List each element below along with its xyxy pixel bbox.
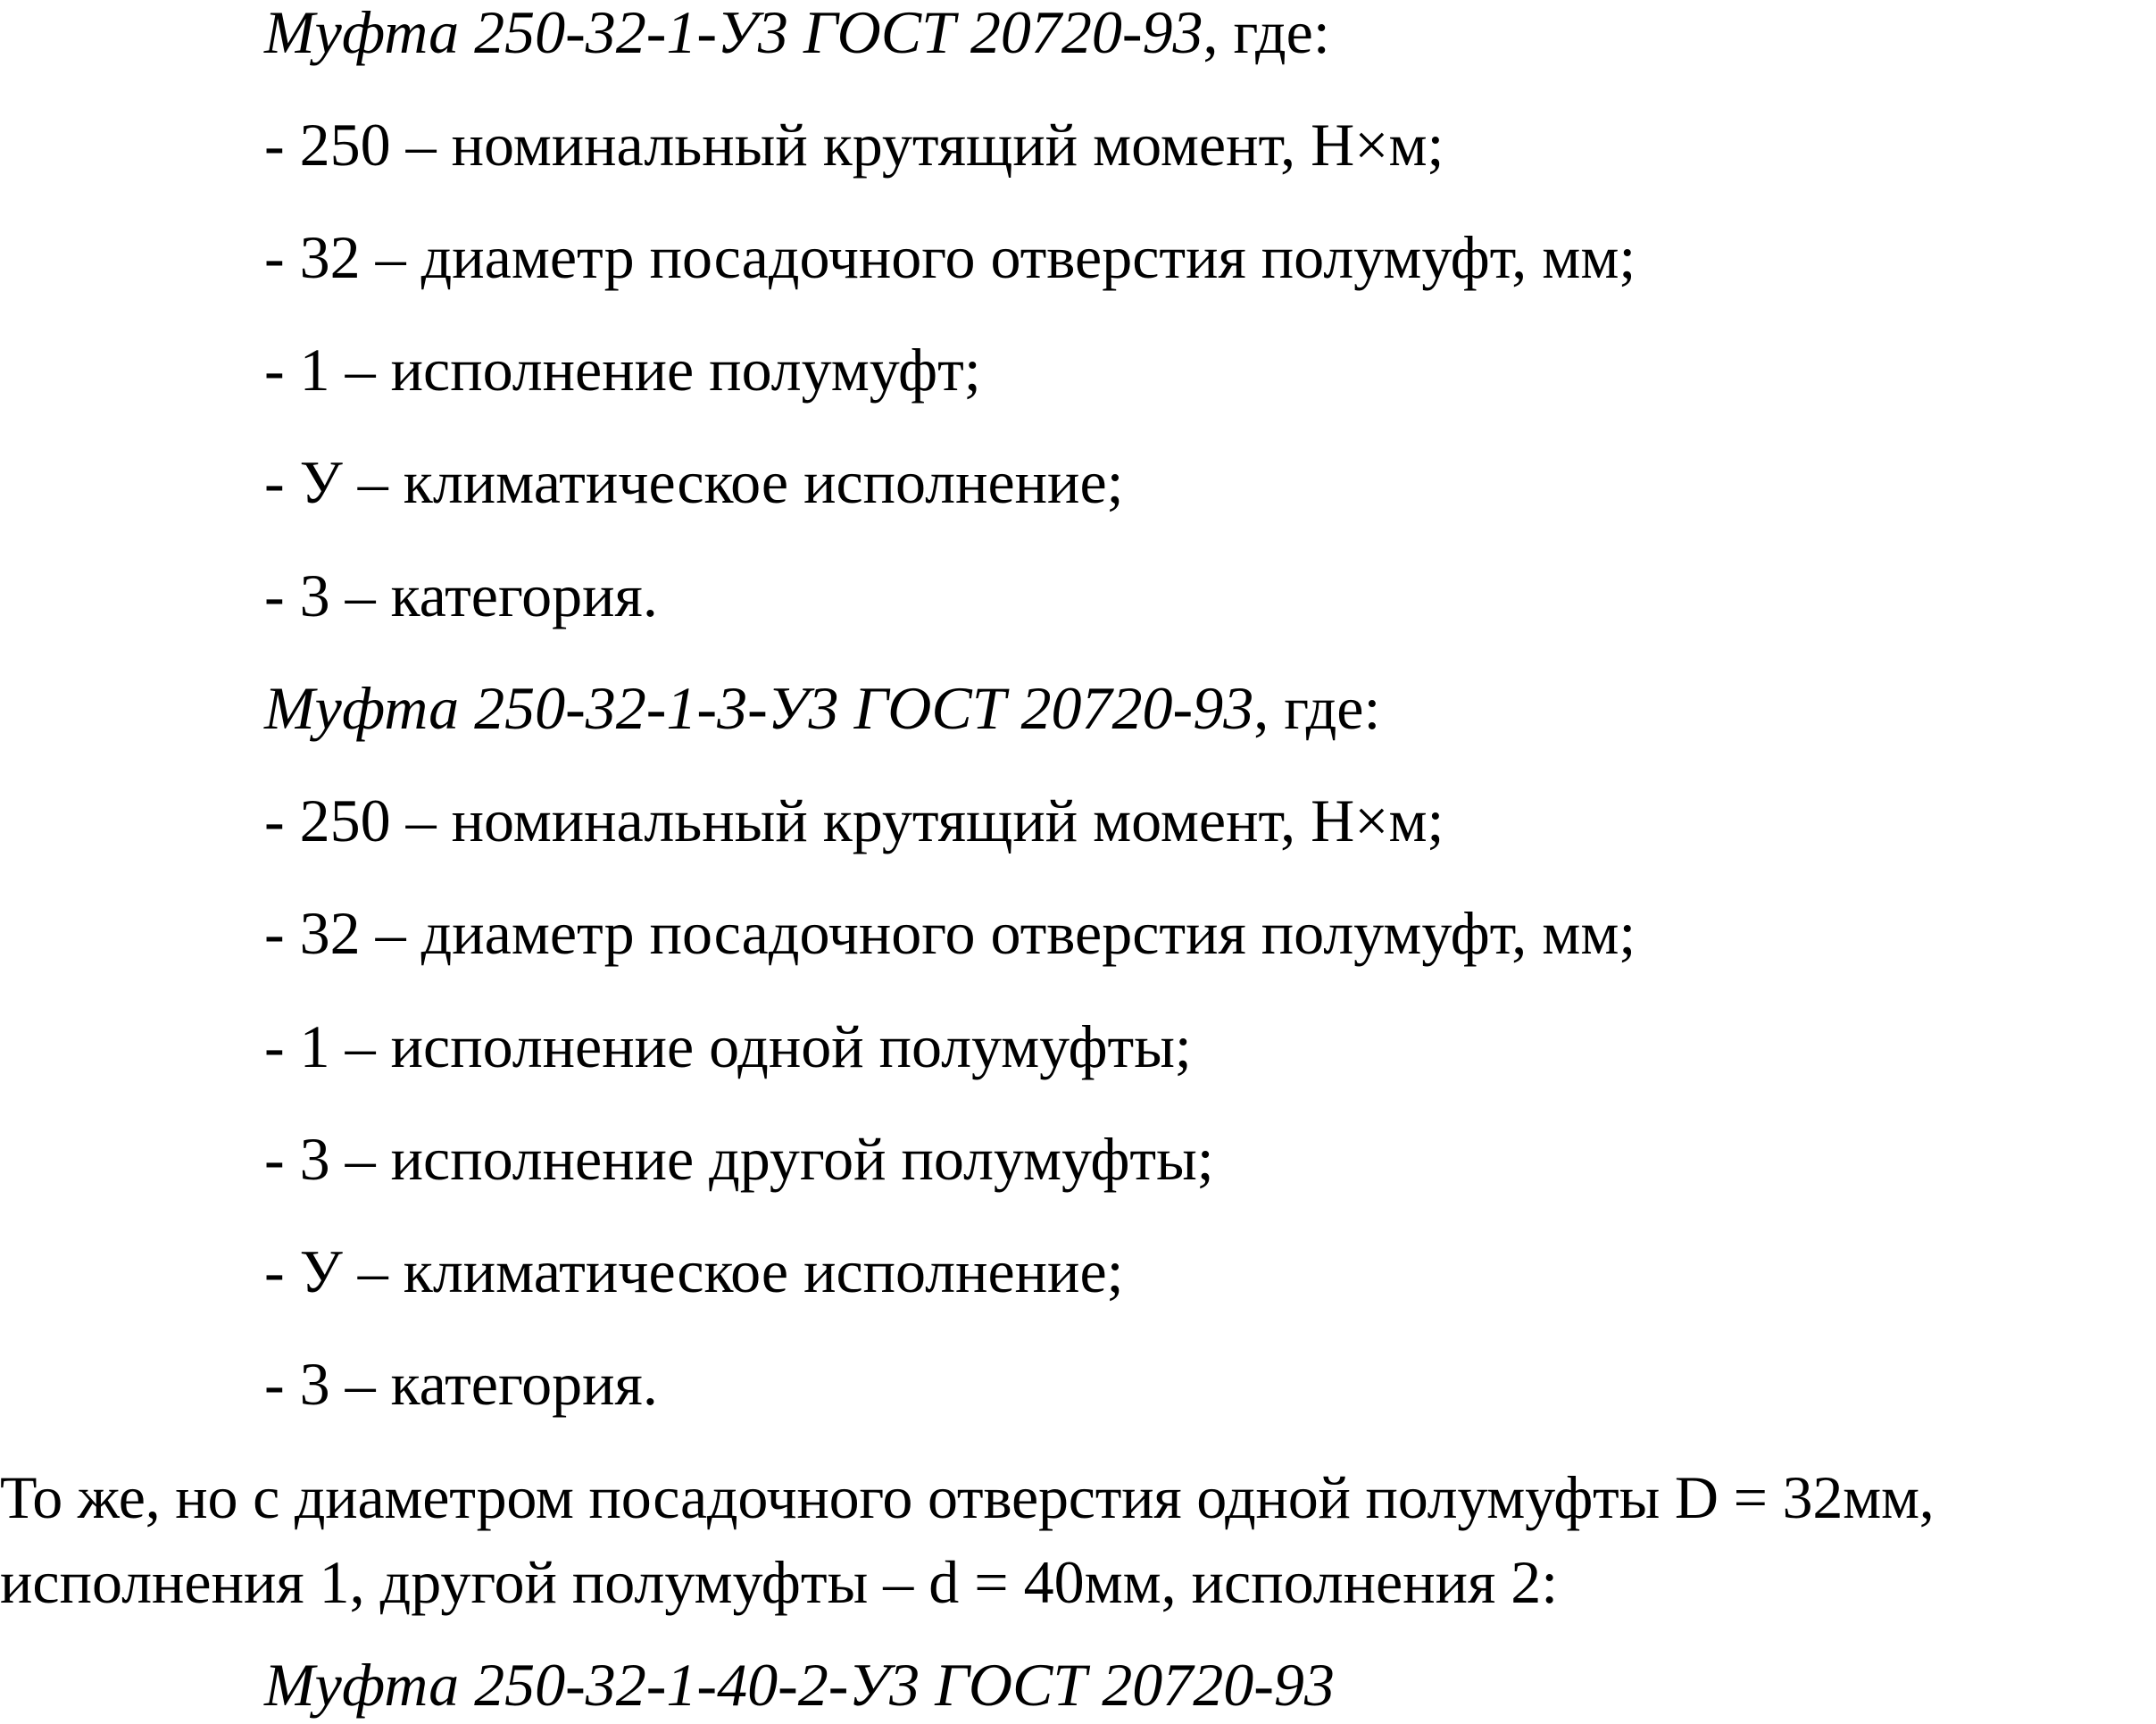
- list-item: - 32 – диаметр посадочного отверстия полумуфт, мм;: [264, 899, 1636, 967]
- list-item: - 250 – номинальный крутящий момент, Н×м;: [264, 787, 1444, 854]
- designation-2-suffix: , где:: [1253, 674, 1381, 742]
- list-item: - У – климатическое исполнение;: [264, 448, 1124, 516]
- final-designation: Муфта 250-32-1-40-2-У3 ГОСТ 20720-93: [264, 1651, 1335, 1719]
- paragraph-line-1: То же, но с диаметром посадочного отверстия одной полумуфты D = 32мм,: [0, 1463, 1935, 1531]
- list-item: - 3 – категория.: [264, 562, 658, 629]
- designation-line-1: [264, 0, 1330, 66]
- list-item: - У – климатическое исполнение;: [264, 1237, 1124, 1305]
- list-item: - 3 – категория.: [264, 1350, 658, 1418]
- list-item: - 32 – диаметр посадочного отверстия полумуфт, мм;: [264, 223, 1636, 291]
- list-item: - 1 – исполнение одной полумуфты;: [264, 1012, 1192, 1080]
- designation-line-2: [264, 674, 1381, 742]
- list-item: - 250 – номинальный крутящий момент, Н×м;: [264, 111, 1444, 179]
- paragraph-line-2: исполнения 1, другой полумуфты – d = 40мм, исполнения 2:: [0, 1548, 1559, 1616]
- designation-1-suffix: , где:: [1203, 0, 1330, 66]
- list-item: - 3 – исполнение другой полумуфты;: [264, 1125, 1214, 1193]
- list-item: - 1 – исполнение полумуфт;: [264, 336, 981, 404]
- designation-2: Муфта 250-32-1-3-У3 ГОСТ 20720-93: [264, 674, 1254, 742]
- designation-1: Муфта 250-32-1-У3 ГОСТ 20720-93: [264, 0, 1203, 66]
